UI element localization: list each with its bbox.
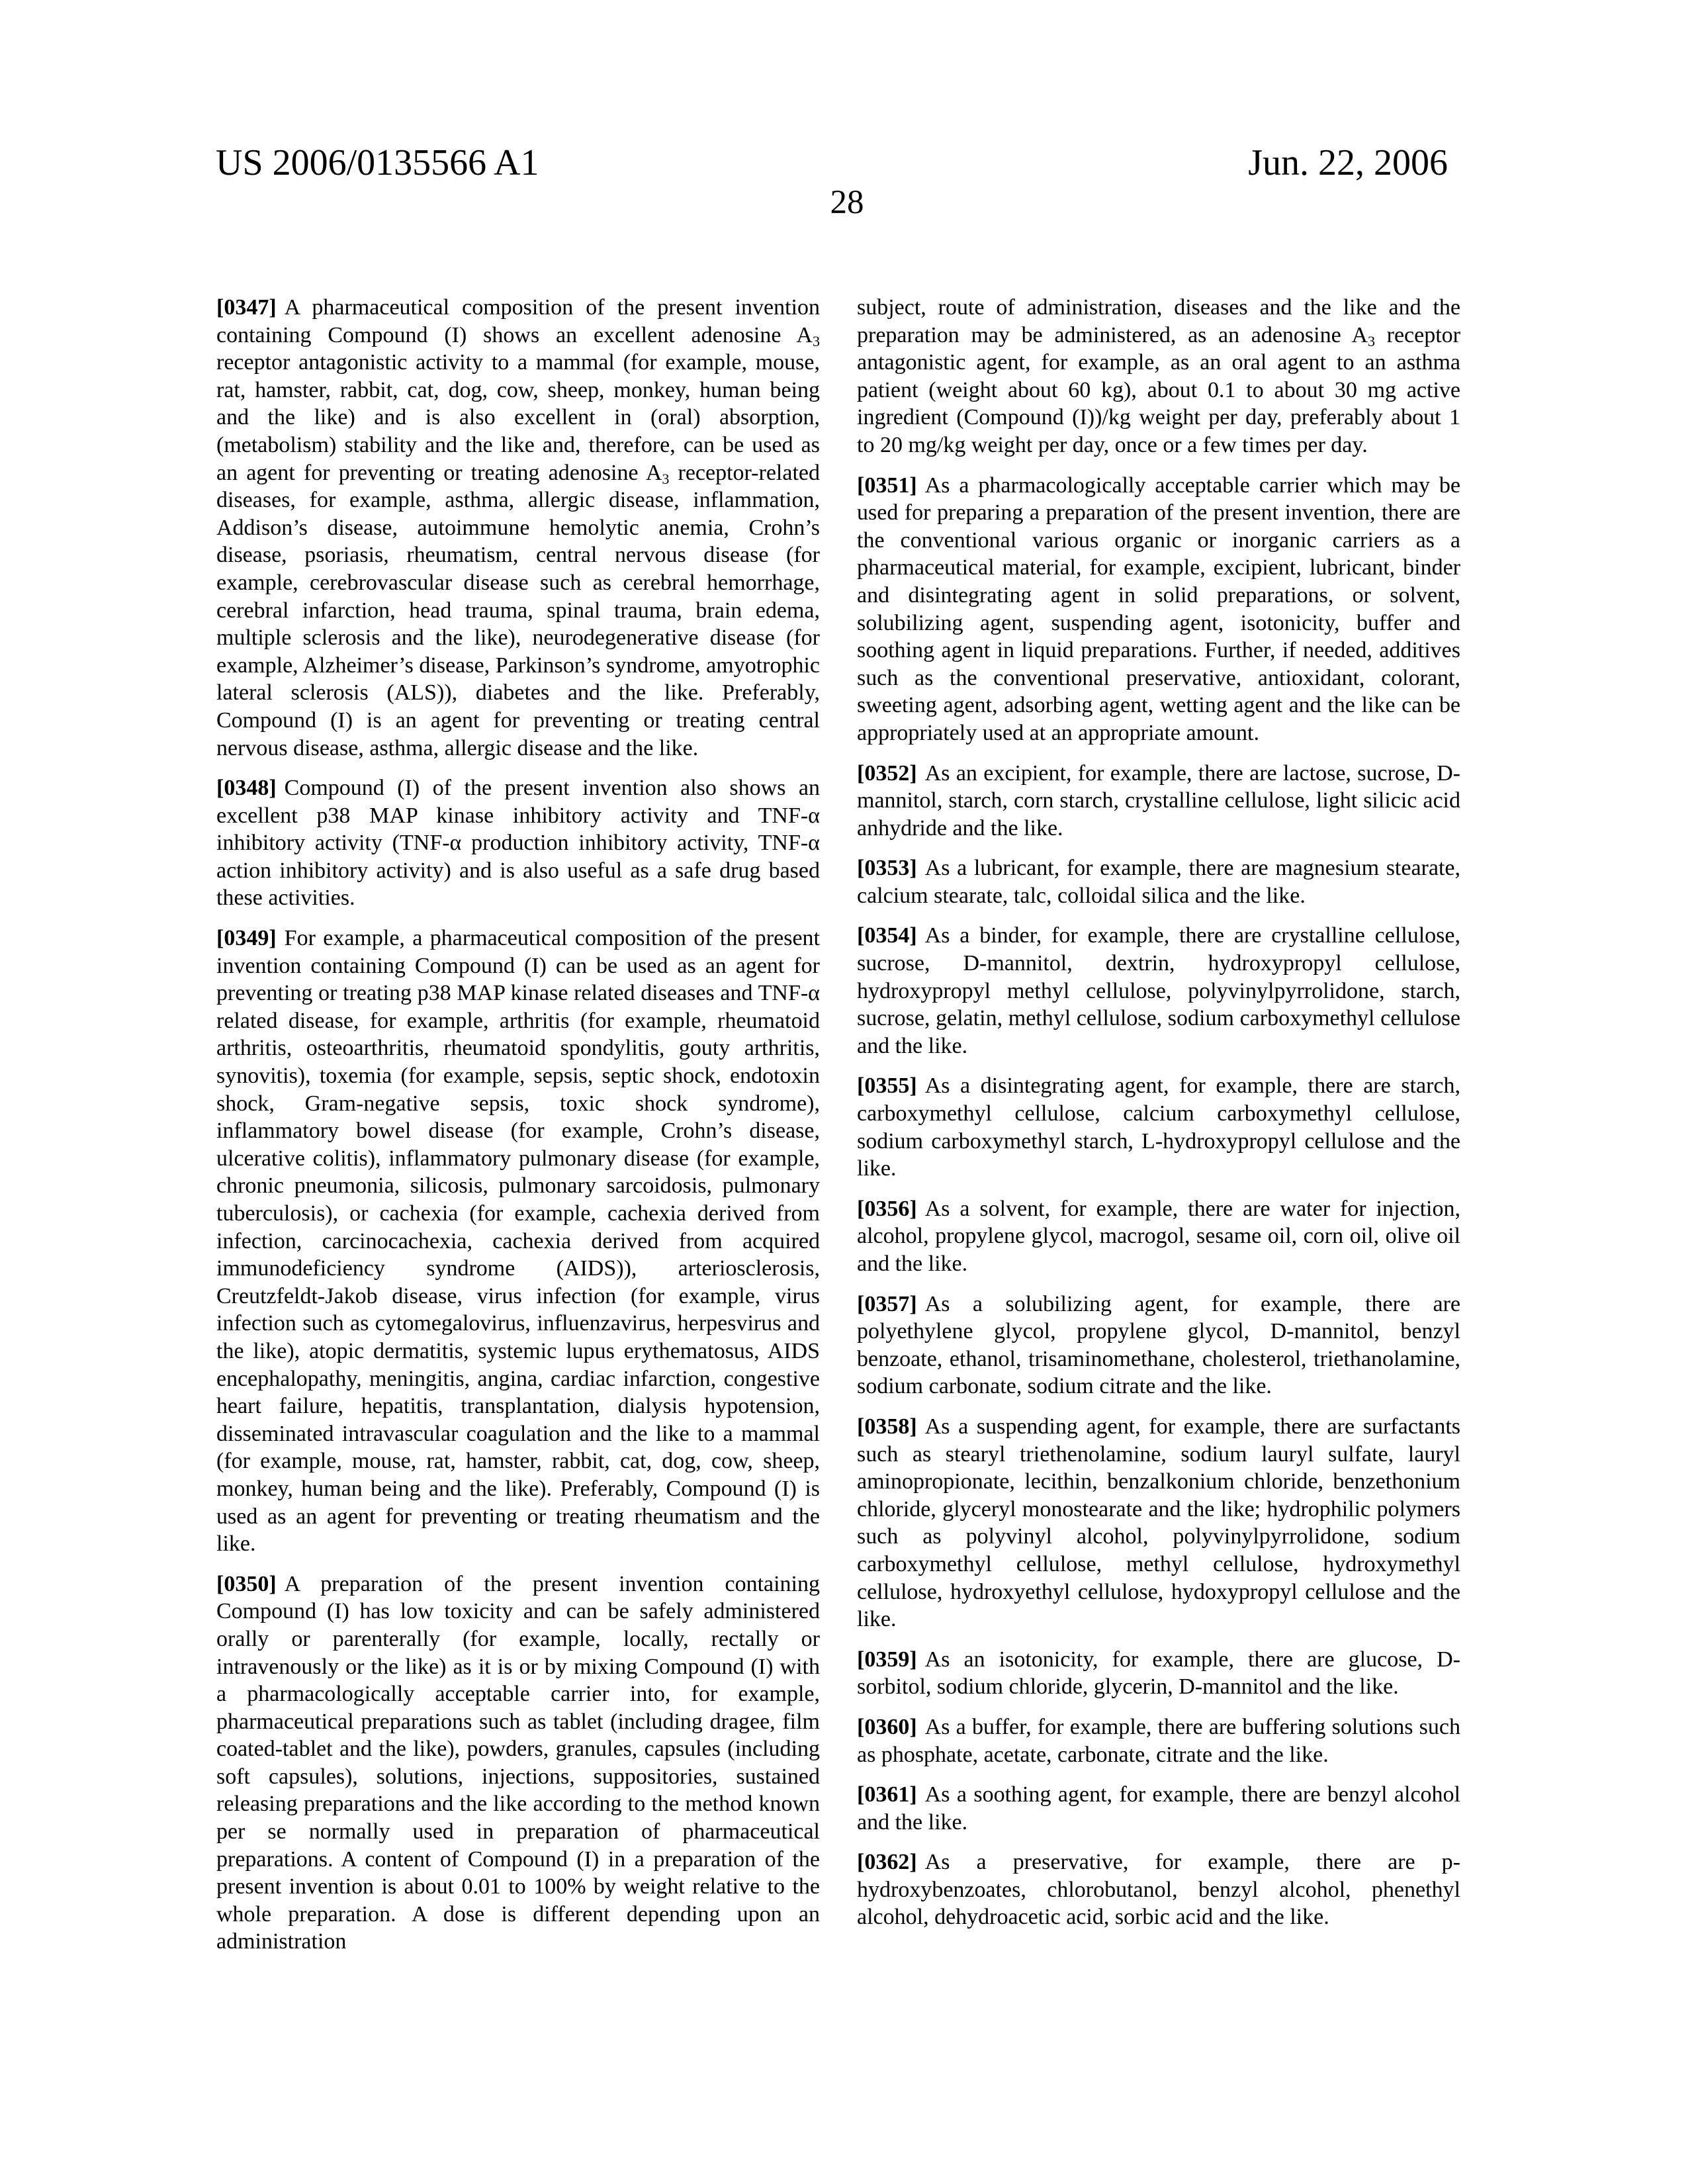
paragraph-0358 (857, 1413, 1460, 1633)
paragraph-text: As a soothing agent, for example, there are benzyl alcohol and the like. (857, 1782, 1460, 1835)
paragraph-id: [0349] (216, 926, 277, 950)
right-column (857, 294, 1460, 1944)
patent-page (0, 0, 1694, 2184)
paragraph-0348 (216, 774, 820, 912)
paragraph-id: [0355] (857, 1073, 917, 1098)
publication-number: US 2006/0135566 A1 (216, 142, 539, 184)
paragraph-0352 (857, 760, 1460, 842)
paragraph-id: [0348] (216, 776, 277, 800)
paragraph-text: As an isotonicity, for example, there are glucose, D-sorbitol, sodium chloride, glycerin, D-mannitol and the like. (857, 1647, 1460, 1700)
paragraph-text: receptor-related diseases, for example, asthma, allergic disease, inflammation, Addison’s disease, autoimmune hemolytic anemia, Crohn’s disease, psoriasis, rheumatism, central nervous disease (for example, cerebrovascular disease such as cerebral hemorrhage, cerebral infarction, head trauma, spinal trauma, brain edema, multiple sclerosis and the like), neurodegenerative disease (for example, Alzheimer’s disease, Parkinson’s syndrome, amyotrophic lateral sclerosis (ALS)), diabetes and the like. Preferably, Compound (I) is an agent for preventing or treating central nervous disease, asthma, allergic disease and the like. (216, 461, 820, 760)
subscript: 3 (662, 471, 669, 487)
paragraph-text: As a pharmacologically acceptable carrier which may be used for preparing a preparation of the present invention, there are the conventional various organic or inorganic carriers as a pharmaceutical material, for example, excipient, lubricant, binder and disintegrating agent in solid preparations, or solvent, solubilizing agent, suspending agent, isotonicity, buffer and soothing agent in liquid preparations. Further, if needed, additives such as the conventional preservative, antioxidant, colorant, sweeting agent, adsorbing agent, wetting agent and the like can be appropriately used at an appropriate amount. (857, 473, 1460, 745)
paragraph-0350-continued (857, 294, 1460, 459)
subscript: 3 (813, 333, 820, 349)
paragraph-id: [0354] (857, 923, 917, 948)
paragraph-text: For example, a pharmaceutical composition of the present invention containing Compound (I) can be used as an agent for preventing or treating p38 MAP kinase related diseases and TNF-α related disease, for example, arthritis (for example, rheumatoid arthritis, osteoarthritis, rheumatoid spondylitis, gouty arthritis, synovitis), toxemia (for example, sepsis, septic shock, endotoxin shock, Gram-negative sepsis, toxic shock syndrome), inflammatory bowel disease (for example, Crohn’s disease, ulcerative colitis), inflammatory pulmonary disease (for example, chronic pneumonia, silicosis, pulmonary sarcoidosis, pulmonary tuberculosis), or cachexia (for example, cachexia derived from infection, carcinocachexia, cachexia derived from acquired immunodeficiency syndrome (AIDS)), arteriosclerosis, Creutzfeldt-Jakob disease, virus infection (for example, virus infection such as cytomegalovirus, influenzavirus, herpesvirus and the like), atopic dermatitis, systemic lupus erythematosus, AIDS encephalopathy, meningitis, angina, cardiac infarction, congestive heart failure, hepatitis, transplantation, dialysis hypotension, disseminated intravascular coagulation and the like to a mammal (for example, mouse, rat, hamster, rabbit, cat, dog, cow, sheep, monkey, human being and the like). Preferably, Compound (I) is used as an agent for preventing or treating rheumatism and the like. (216, 926, 820, 1556)
paragraph-text: As a solvent, for example, there are water for injection, alcohol, propylene glycol, macrogol, sesame oil, corn oil, olive oil and the like. (857, 1197, 1460, 1276)
paragraph-id: [0356] (857, 1197, 917, 1221)
paragraph-0351 (857, 472, 1460, 747)
paragraph-0350 (216, 1570, 820, 1956)
page-number: 28 (0, 183, 1694, 222)
paragraph-0347 (216, 294, 820, 762)
left-column (216, 294, 820, 1968)
paragraph-0353 (857, 854, 1460, 909)
paragraph-id: [0360] (857, 1715, 917, 1739)
paragraph-id: [0358] (857, 1414, 917, 1439)
subscript: 3 (1368, 333, 1375, 349)
paragraph-text: As a binder, for example, there are crystalline cellulose, sucrose, D-mannitol, dextrin, hydroxypropyl cellulose, hydroxypropyl methyl cellulose, polyvinylpyrrolidone, starch, sucrose, gelatin, methyl cellulose, sodium carboxymethyl cellulose and the like. (857, 923, 1460, 1058)
paragraph-text: receptor antagonistic agent, for example, as an oral agent to an asthma patient (weight about 60 kg), about 0.1 to about 30 mg active ingredient (Compound (I))/kg weight per day, preferably about 1 to 20 mg/kg weight per day, once or a few times per day. (857, 323, 1460, 457)
paragraph-text: As a disintegrating agent, for example, there are starch, carboxymethyl cellulose, calcium carboxymethyl cellulose, sodium carboxymethyl starch, L-hydroxypropyl cellulose and the like. (857, 1073, 1460, 1181)
paragraph-id: [0359] (857, 1647, 917, 1672)
paragraph-0354 (857, 922, 1460, 1060)
paragraph-text: As a suspending agent, for example, there are surfactants such as stearyl triethenolamine, sodium lauryl sulfate, lauryl aminopropionate, lecithin, benzalkonium chloride, benzethonium chloride, glyceryl monostearate and the like; hydrophilic polymers such as polyvinyl alcohol, polyvinylpyrrolidone, sodium carboxymethyl cellulose, methyl cellulose, hydroxymethyl cellulose, hydroxyethyl cellulose, hydoxypropyl cellulose and the like. (857, 1414, 1460, 1631)
paragraph-id: [0351] (857, 473, 917, 498)
paragraph-text: As a buffer, for example, there are buffering solutions such as phosphate, acetate, carbonate, citrate and the like. (857, 1715, 1460, 1767)
paragraph-text: As a lubricant, for example, there are magnesium stearate, calcium stearate, talc, colloidal silica and the like. (857, 856, 1460, 908)
paragraph-id: [0362] (857, 1850, 917, 1874)
paragraph-text: A preparation of the present invention containing Compound (I) has low toxicity and can be safely administered orally or parenterally (for example, locally, rectally or intravenously or the like) as it is or by mixing Compound (I) with a pharmacologically acceptable carrier into, for example, pharmaceutical preparations such as tablet (including dragee, film coated-tablet and the like), powders, granules, capsules (including soft capsules), solutions, injections, suppositories, sustained releasing preparations and the like according to the method known per se normally used in preparation of pharmaceutical preparations. A content of Compound (I) in a preparation of the present invention is about 0.01 to 100% by weight relative to the whole preparation. A dose is different depending upon an administration (216, 1572, 820, 1954)
paragraph-0361 (857, 1781, 1460, 1836)
paragraph-id: [0361] (857, 1782, 917, 1807)
paragraph-id: [0353] (857, 856, 917, 880)
paragraph-text: receptor antagonistic activity to a mammal (for example, mouse, rat, hamster, rabbit, cat, dog, cow, sheep, monkey, human being and the like) and is also excellent in (oral) absorption, (metabolism) stability and the like and, therefore, can be used as an agent for preventing or treating adenosine A (216, 350, 820, 484)
paragraph-id: [0357] (857, 1292, 917, 1316)
paragraph-0359 (857, 1646, 1460, 1701)
paragraph-0355 (857, 1072, 1460, 1182)
paragraph-text: Compound (I) of the present invention also shows an excellent p38 MAP kinase inhibitory activity and TNF-α inhibitory activity (TNF-α production inhibitory activity, TNF-α action inhibitory activity) and is also useful as a safe drug based these activities. (216, 776, 820, 910)
paragraph-id: [0352] (857, 761, 917, 786)
paragraph-text: A pharmaceutical composition of the present invention containing Compound (I) shows an excellent adenosine A (216, 295, 820, 347)
paragraph-text: As a preservative, for example, there are p-hydroxybenzoates, chlorobutanol, benzyl alcohol, phenethyl alcohol, dehydroacetic acid, sorbic acid and the like. (857, 1850, 1460, 1929)
paragraph-id: [0350] (216, 1572, 277, 1596)
paragraph-0362 (857, 1848, 1460, 1931)
paragraph-0356 (857, 1195, 1460, 1278)
paragraph-text: As a solubilizing agent, for example, there are polyethylene glycol, propylene glycol, D-mannitol, benzyl benzoate, ethanol, trisaminomethane, cholesterol, triethanolamine, sodium carbonate, sodium citrate and the like. (857, 1292, 1460, 1399)
paragraph-0357 (857, 1291, 1460, 1400)
paragraph-id: [0347] (216, 295, 277, 320)
paragraph-text: As an excipient, for example, there are lactose, sucrose, D-mannitol, starch, corn starch, crystalline cellulose, light silicic acid anhydride and the like. (857, 761, 1460, 841)
publication-date: Jun. 22, 2006 (1248, 142, 1448, 184)
paragraph-0360 (857, 1713, 1460, 1768)
paragraph-text: subject, route of administration, diseases and the like and the preparation may be administered, as an adenosine A (857, 295, 1460, 347)
paragraph-0349 (216, 925, 820, 1558)
